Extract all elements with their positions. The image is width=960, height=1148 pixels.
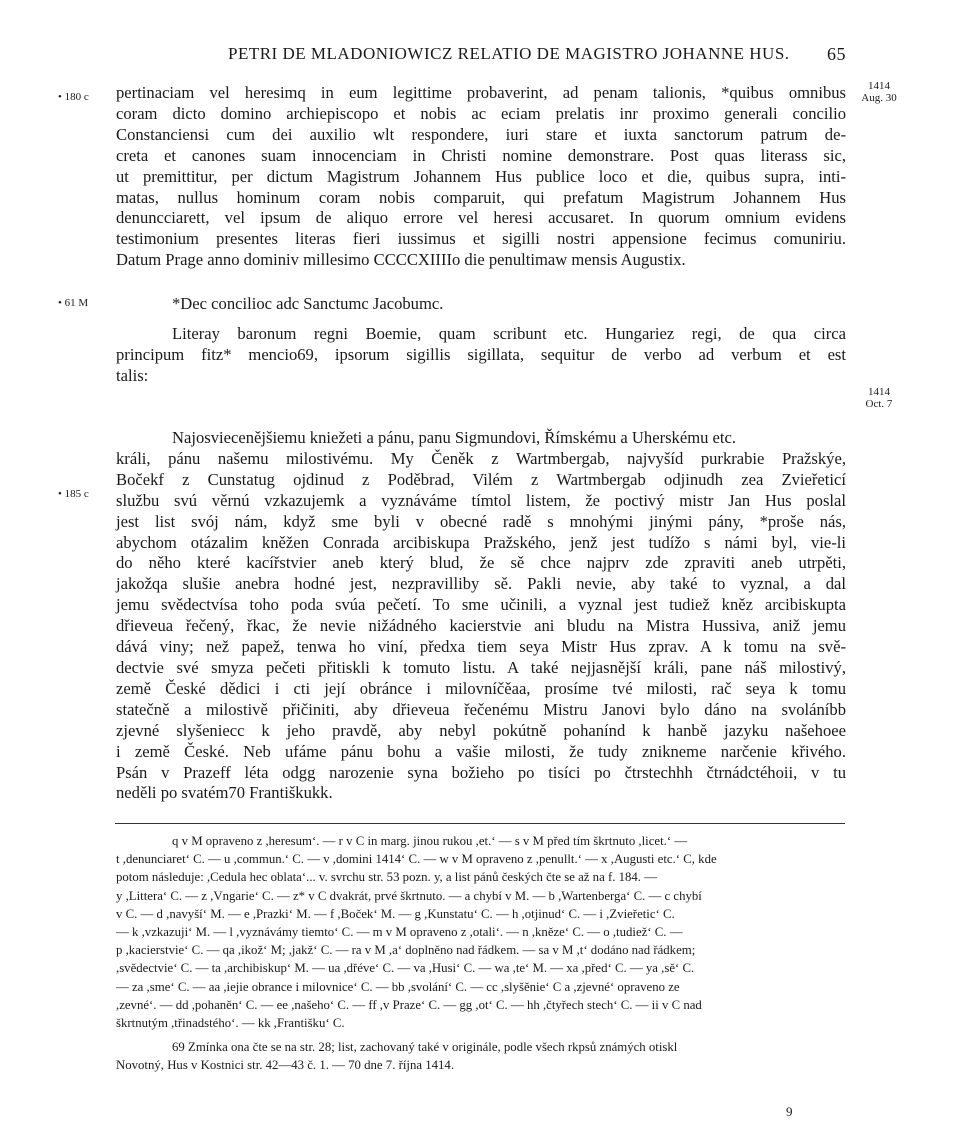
text-line: dectvie své smyza pečeti přitiskli k tomuto listu. A také nejjasnější králi, pane náš milostivý, [116,657,846,677]
footnote-line: Novotný, Hus v Kostnici str. 42—43 č. 1. — 70 dne 7. října 1414. [116,1058,455,1073]
margin-date-aug [850,80,908,104]
text-line: ut premittitur, per dictum Magistrum Johannem Hus publice loco et die, quibus supra, inti- [116,166,846,186]
text-line: Najosviecenějšiemu kniežeti a pánu, panu Sigmundovi, Římskému a Uherskému etc. [172,428,737,447]
margin-date-year: 1414 [868,386,890,398]
text-line: creta et canones suam innocenciam in Christi nomine demonstrare. Post quas literass sic, [116,145,846,165]
footnote-line: škrtnutým ,třinadstého‘. — kk ,Františku‘ C. [116,1016,345,1031]
footnote-line: t ,denunciaret‘ C. — u ,commun.‘ C. — v ,domini 1414‘ C. — w v M opraveno z ,penullt.‘ — x ,Augusti etc.‘ C, kde [116,852,717,867]
signature-mark: 9 [786,1104,793,1119]
text-line: Psán v Prazeff léta odgg narozenie syna božieho po tisíci po čtrstechhh čtrnádctéhoii, v tu [116,762,846,782]
text-line: pertinaciam vel heresimq in eum legittime probaverint, ad penam talionis, *quibus omnibus [116,83,846,102]
footnote-line: v C. — d ,navyší‘ M. — e ,Prazki‘ M. — f ,Boček‘ M. — g ,Kunstatu‘ C. — h ,otjinud‘ C. — i ,Zvieřetic‘ C. [116,906,675,921]
margin-ref-61m: • 61 M [58,297,89,309]
text-line: zjevné slyšeniecc k jeho pravdě, aby nebyl pokútně pohanínd k hanbě jazyku našehoee [116,720,846,740]
footnote-line: ,svědectvie‘ C. — ta ,archibiskup‘ M. — ua ,dřéve‘ C. — va ,Husi‘ C. — wa ,te‘ M. — xa ,před‘ C. — ya ,sě‘ C. [116,961,695,976]
czech-letter [116,428,846,804]
running-title: PETRI DE MLADONIOWICZ RELATIO DE MAGISTRO JOHANNE HUS. [228,44,790,63]
footnote-line: p ,kacierstvie‘ C. — qa ,ikož‘ M; ,jakž‘ C. — ra v M ,a‘ doplněno nad řádkem. — sa v M ,t‘ dodáno nad řádkem; [116,943,696,958]
text-line: do něho které kacířstvier aneb který blud, že sě chce najprv zde zpraviti aneb utrpěti, [116,553,846,573]
footnotes [116,832,846,1075]
latin-paragraph [116,83,846,271]
text-line: jest list svój nám, když sme byli v obecné radě s mnohými jinými pány, *proše nás, [116,511,846,531]
text-line: neděli po svatém70 Františkukk. [116,783,333,803]
intro-paragraph [116,324,846,387]
text-line: dřieveua řečený, řkac, že nevie nižádného kacierstvie ani bludu na Mistra Hussiva, aniž jemu [116,616,846,636]
text-line: coram dicto domino archiepiscopo et nobis ac eciam prelatis inr proximo generali concilio [116,103,846,123]
margin-date-day: Aug. 30 [861,92,897,104]
text-line: denuncciarett, vel ipsum de aliquo errore vel heresi accusaret. In quorum omnium evidens [116,208,846,228]
footnote-line: — k ,vzkazuji‘ M. — l ,vyznávámy tiemto‘ C. — m v M opraveno z ,otali‘. — n ,kněze‘ C. — o ,tudiež‘ C. — [116,925,683,940]
margin-ref-180c: • 180 c [58,91,89,103]
margin-ref-185c: • 185 c [58,488,89,500]
text-line: Literay baronum regni Boemie, quam scribunt etc. Hungariez regi, de qua circa [172,324,846,343]
text-line: principum fitz* mencio69, ipsorum sigillis sigillata, sequitur de verbo ad verbum et est [116,344,846,364]
footnote-69 [116,1038,846,1074]
margin-date-day: Oct. 7 [865,398,893,410]
footnote-line: potom následuje: ,Cedula hec oblata‘... v. svrchu str. 53 pozn. y, a list pánů českých čte se až na f. 184. — [116,870,657,885]
text-line: statečně a milostivě přičiniti, aby dřieveua řečenému Mistru Janovi bylo dáno na svoláníbb [116,699,846,719]
margin-date-year: 1414 [868,80,890,92]
text-line: Datum Prage anno dominiv millesimo CCCCXIIIIo die penultimaw mensis Augustix. [116,250,686,270]
text-line: země České dědici i cti její obránce i milovníčěaa, prosíme tvé milosti, rač seya k tomu [116,678,846,698]
text-line: i země České. Neb ufáme pánu bohu a vašie milosti, že tudy znikneme narčenie křivého. [116,741,846,761]
page-number: 65 [827,44,846,64]
footnote-line: y ,Littera‘ C. — z ,Vngarie‘ C. — z* v C dvakrát, prvé škrtnuto. — a chybí v M. — b ,Wartenberga‘ C. — c chybí [116,888,702,903]
footnote-line: q v M opraveno z ,heresum‘. — r v C in marg. jinou rukou ,et.‘ — s v M před tím škrtnuto ,licet.‘ — [172,834,688,848]
margin-date-oct [850,386,908,410]
text-line: Constanciensi cum dei auxilio wlt respondere, iuri stare et iuxta sanctorum patrum de- [116,124,846,144]
text-line: službu svú věrnú vzkazujemk a vyznáváme tímtol listem, že poctivý mistr Jan Hus poslal [116,490,846,510]
text-line: testimonium presentes literas fieri iussimus et sigilli nostri appensione fecimus comuniriu. [116,229,846,249]
text-line: Bočekf z Cunstatug ojdinud z Poděbrad, Vilém z Wartmbergab odjinudh zea Zvieřeticí [116,469,846,489]
text-line: jakožqa slušie anebra hodné jest, nezpravilliby sě. Pakli nevie, aby také to vyznal, a dal [116,574,846,594]
section-heading: *Dec concilioc adc Sanctumc Jacobumc. [172,294,444,313]
text-line: matas, nullus hominum coram nobis comparuit, qui prefatum Magistrum Johannem Hus [116,187,846,207]
text-line: talis: [116,365,149,385]
text-line: králi, pánu našemu milostivému. My Čeněk z Wartmbergab, najvyšíd purkrabie Pražskýe, [116,448,846,468]
text-line: abychom otázalim kněžen Conrada arcibiskupa Pražského, jenž jest tudížo s námi byl, vie-li [116,532,846,552]
text-line: jemu svědectvísa toho poda svúa pečetí. To sme učinili, a vyznal jest tudiež kněz arcibiskupta [116,595,846,615]
footnote-line: — za ,sme‘ C. — aa ,iejie obrance i milovnice‘ C. — bb ,svolání‘ C. — cc ,slyšěnie‘ C a ,zjevné‘ opraveno ze [116,979,680,994]
footnote-rule [115,823,845,824]
footnote-line: 69 Zmínka ona čte se na str. 28; list, zachovaný také v originále, podle všech rkpsů známých otiskl [172,1040,678,1055]
running-header [116,44,846,68]
footnote-line: ,zevné‘. — dd ,pohaněn‘ C. — ee ,našeho‘ C. — ff ,v Praze‘ C. — gg ,ot‘ C. — hh ,čtyřech stech‘ C. — ii v C nad [116,997,702,1012]
text-line: dává viny; než papež, tenwa ho viní, předxa tiem seya Mistr Hus zprav. A k tomu na svě- [116,637,846,657]
